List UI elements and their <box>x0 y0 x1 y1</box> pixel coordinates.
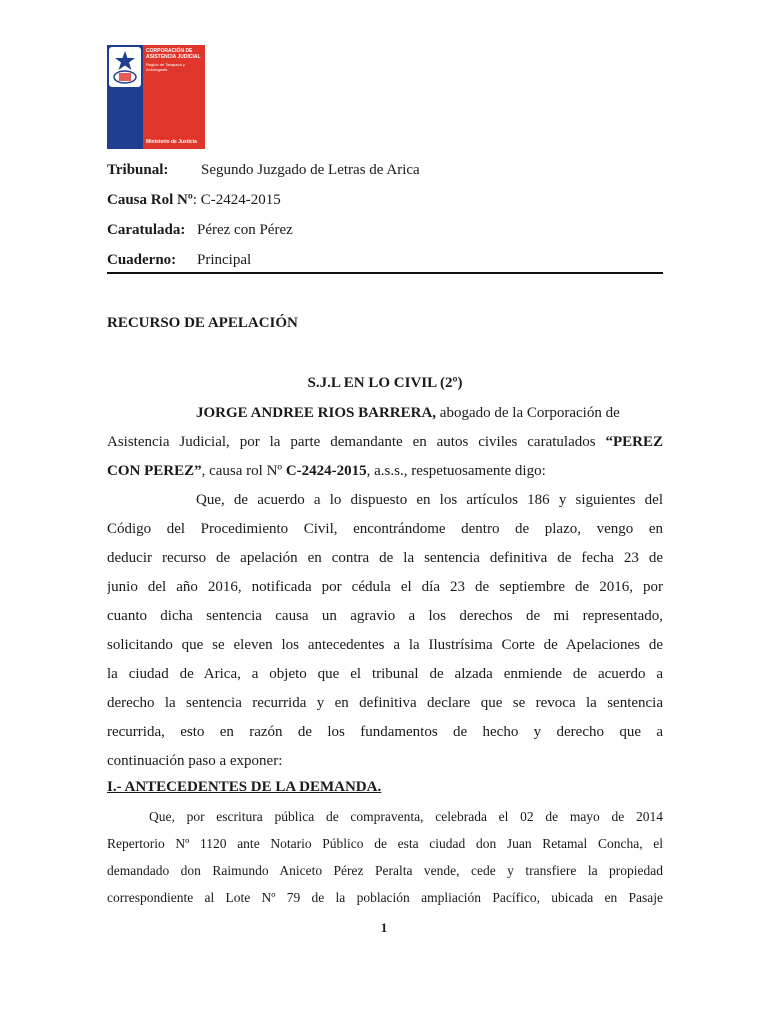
paragraph-line <box>107 457 663 486</box>
tribunal-value: Segundo Juzgado de Letras de Arica <box>201 162 420 178</box>
causa-value: : C-2424-2015 <box>192 192 281 208</box>
institution-logo <box>107 45 205 149</box>
paragraph-line <box>107 428 663 457</box>
paragraph-text: abogado de la Corporación de <box>436 405 620 421</box>
document-title: RECURSO DE APELACIÓN <box>107 315 298 331</box>
case-name-part: CON PEREZ” <box>107 463 202 479</box>
paragraph-line: deducir recurso de apelación en contra de la sentencia definitiva de fecha 23 de <box>107 550 663 566</box>
paragraph-line: Repertorio Nº 1120 ante Notario Público de esta ciudad don Juan Retamal Concha, el <box>107 836 663 851</box>
case-name-part: “PEREZ <box>605 434 663 450</box>
logo-red-panel <box>143 45 205 149</box>
paragraph-text: , causa rol Nº <box>201 463 286 479</box>
page-number: 1 <box>380 920 388 935</box>
cuaderno-label: Cuaderno: <box>107 252 177 268</box>
section-paragraph <box>107 803 663 911</box>
logo-blue-panel <box>107 45 143 149</box>
coat-of-arms-icon <box>109 47 141 87</box>
paragraph-line: junio del año 2016, notificada por cédula el día 23 de septiembre de 2016, por <box>107 579 663 595</box>
paragraph-line: demandado don Raimundo Aniceto Pérez Peralta vende, cede y transfiere la propiedad <box>107 863 663 878</box>
paragraph-line: Código del Procedimiento Civil, encontrándome dentro de plazo, vengo en <box>107 521 663 537</box>
paragraph-line: Que, de acuerdo a lo dispuesto en los artículos 186 y siguientes del <box>196 492 663 508</box>
paragraph-line <box>107 399 663 428</box>
caratulada-label: Caratulada: <box>107 222 186 238</box>
header-tribunal <box>107 162 420 179</box>
lawyer-name: JORGE ANDREE RIOS BARRERA, <box>196 405 437 421</box>
logo-ministry: Ministerio de Justicia <box>146 139 197 145</box>
header-divider <box>107 272 663 274</box>
case-number: C-2424-2015 <box>285 463 367 479</box>
paragraph-line: correspondiente al Lote Nº 79 de la población ampliación Pacífico, ubicada en Pasaje <box>107 890 663 905</box>
paragraph-text: Asistencia Judicial, por la parte demandante en autos civiles caratulados <box>107 434 606 450</box>
paragraph-line: recurrida, esto en razón de los fundamentos de hecho y derecho que a <box>107 724 663 740</box>
cuaderno-value: Principal <box>197 252 252 268</box>
paragraph-line: derecho la sentencia recurrida y en definitiva declare que se revoca la sentencia <box>107 695 663 711</box>
logo-region: Región de Tarapacá y Antofagasta <box>146 62 185 72</box>
addressee: S.J.L EN LO CIVIL (2º) <box>307 375 463 391</box>
header-causa <box>107 192 281 209</box>
paragraph-line: la ciudad de Arica, a objeto que el tribunal de alzada enmiende de acuerdo a <box>107 666 663 682</box>
paragraph-line: Que, por escritura pública de compraventa, celebrada el 02 de mayo de 2014 <box>149 809 663 824</box>
caratulada-value: Pérez con Pérez <box>197 222 293 238</box>
paragraph-line: cuanto dicha sentencia causa un agravio a los derechos de mi representado, <box>107 608 663 624</box>
header-cuaderno <box>107 252 252 269</box>
paragraph-line: solicitando que se eleven los antecedentes a la Ilustrísima Corte de Apelaciones de <box>107 637 663 653</box>
paragraph-line: continuación paso a exponer: <box>107 753 283 769</box>
body-paragraph <box>107 486 663 776</box>
tribunal-label: Tribunal: <box>107 162 169 178</box>
logo-org-name: CORPORACIÓN DE ASISTENCIA JUDICIAL <box>146 48 201 60</box>
intro-paragraph <box>107 399 663 486</box>
causa-label: Causa Rol Nº <box>107 192 193 208</box>
section-heading: I.- ANTECEDENTES DE LA DEMANDA. <box>107 779 382 795</box>
paragraph-text: , a.s.s., respetuosamente digo: <box>366 463 546 479</box>
header-caratulada <box>107 222 293 239</box>
